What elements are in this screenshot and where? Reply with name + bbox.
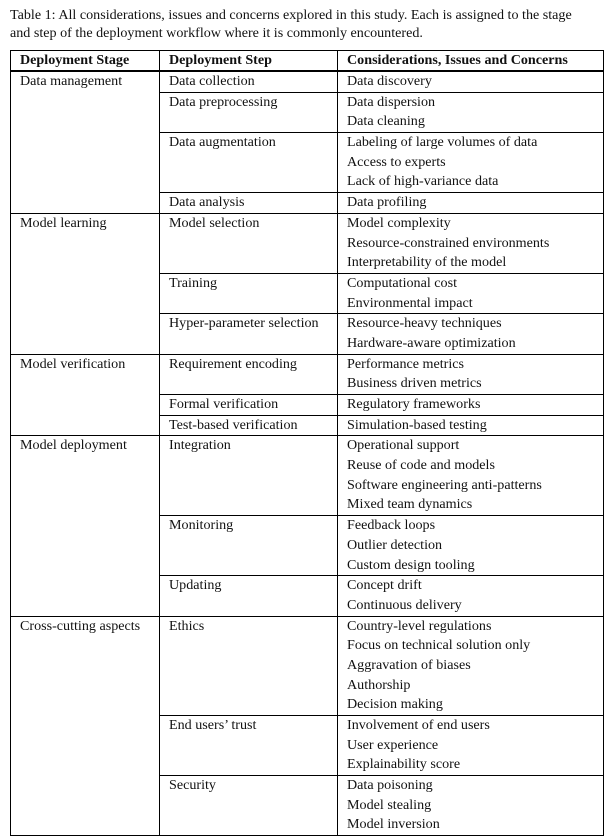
step-label: Updating [169, 577, 222, 594]
stage-label: Model deployment [20, 437, 127, 454]
considerations-table [10, 50, 604, 836]
table-body [11, 71, 604, 836]
step-label: Training [169, 274, 218, 291]
concern-item: Resource-constrained environments [347, 234, 550, 251]
stage-cell [11, 616, 160, 836]
table-row [11, 436, 604, 516]
concern-item: Continuous delivery [347, 596, 462, 613]
step-cell [160, 193, 338, 214]
stage-label: Data management [20, 73, 123, 89]
concerns-cell [338, 415, 604, 436]
concerns-cell [338, 716, 604, 776]
caption-line-1: Table 1: All considerations, issues and concerns explored in this study. Each is assigned to the stage [10, 7, 572, 23]
concern-item: Authorship [347, 676, 411, 693]
concerns-cell [338, 92, 604, 132]
concerns-cell [338, 616, 604, 715]
step-label: End users’ trust [169, 717, 257, 733]
step-label: Ethics [169, 617, 205, 634]
concern-item: Interpretability of the model [347, 254, 507, 271]
step-cell [160, 395, 338, 416]
concern-item: Explainability score [347, 756, 461, 773]
concern-item: Operational support [347, 437, 460, 454]
concern-item: Model inversion [347, 816, 440, 833]
concern-item: Feedback loops [347, 517, 436, 534]
step-cell [160, 273, 338, 313]
stage-label: Model verification [20, 355, 126, 372]
step-label: Data augmentation [169, 134, 276, 151]
stage-cell [11, 436, 160, 616]
header-considerations: Considerations, Issues and Concerns [338, 51, 604, 72]
concerns-cell [338, 314, 604, 354]
concern-item: Hardware-aware optimization [347, 334, 516, 351]
concerns-cell [338, 354, 604, 394]
concern-item: Reuse of code and models [347, 457, 495, 474]
concern-item: Simulation-based testing [347, 416, 487, 433]
concern-item: Labeling of large volumes of data [347, 134, 538, 151]
concern-item: Focus on technical solution only [347, 637, 531, 654]
concern-item: Data poisoning [347, 777, 433, 794]
step-label: Hyper-parameter selection [169, 315, 319, 332]
concern-item: Mixed team dynamics [347, 496, 473, 513]
concern-item: Decision making [347, 696, 443, 713]
stage-cell [11, 213, 160, 354]
step-label: Data collection [169, 73, 255, 89]
concern-item: Performance metrics [347, 355, 465, 372]
step-cell [160, 213, 338, 273]
concerns-cell [338, 436, 604, 516]
step-label: Test-based verification [169, 416, 298, 433]
step-cell [160, 576, 338, 616]
concern-item: Involvement of end users [347, 717, 490, 733]
concern-item: Data dispersion [347, 93, 436, 110]
concern-item: Computational cost [347, 274, 457, 291]
stage-label: Model learning [20, 214, 107, 231]
concern-item: Lack of high-variance data [347, 173, 499, 190]
step-label: Model selection [169, 214, 260, 231]
concerns-cell [338, 273, 604, 313]
step-label: Integration [169, 437, 231, 454]
step-label: Monitoring [169, 517, 234, 534]
concerns-cell [338, 516, 604, 576]
step-label: Requirement encoding [169, 355, 297, 372]
concerns-cell [338, 213, 604, 273]
table-row [11, 616, 604, 715]
table-row [11, 354, 604, 394]
concern-item: Country-level regulations [347, 617, 492, 634]
concerns-cell [338, 71, 604, 92]
concern-item: Software engineering anti-patterns [347, 476, 542, 493]
concerns-cell [338, 133, 604, 193]
concern-item: Concept drift [347, 577, 422, 594]
step-cell [160, 616, 338, 715]
step-cell [160, 415, 338, 436]
step-label: Data analysis [169, 194, 245, 211]
step-cell [160, 133, 338, 193]
concern-item: Data profiling [347, 194, 427, 211]
step-cell [160, 314, 338, 354]
stage-label: Cross-cutting aspects [20, 617, 141, 634]
concerns-cell [338, 193, 604, 214]
concern-item: Aggravation of biases [347, 656, 471, 673]
step-label: Data preprocessing [169, 93, 278, 110]
step-label: Formal verification [169, 396, 279, 412]
stage-cell [11, 71, 160, 213]
concern-item: Model stealing [347, 796, 432, 813]
concern-item: Outlier detection [347, 536, 443, 553]
concern-item: Environmental impact [347, 294, 473, 311]
concern-item: Business driven metrics [347, 375, 482, 392]
header-deployment-stage: Deployment Stage [11, 51, 160, 72]
concerns-cell [338, 395, 604, 416]
concern-item: Data discovery [347, 73, 432, 89]
header-deployment-step: Deployment Step [160, 51, 338, 72]
concern-item: Access to experts [347, 153, 446, 170]
caption-line-2: and step of the deployment workflow where it is commonly encountered. [10, 25, 423, 41]
step-label: Security [169, 777, 216, 794]
concerns-cell [338, 576, 604, 616]
concern-item: Resource-heavy techniques [347, 315, 502, 332]
table-row [11, 71, 604, 92]
concern-item: Regulatory frameworks [347, 396, 481, 412]
table-row [11, 213, 604, 273]
step-cell [160, 354, 338, 394]
step-cell [160, 436, 338, 516]
step-cell [160, 516, 338, 576]
stage-cell [11, 354, 160, 436]
step-cell [160, 92, 338, 132]
step-cell [160, 71, 338, 92]
concern-item: Model complexity [347, 214, 451, 231]
concern-item: User experience [347, 736, 439, 753]
concern-item: Custom design tooling [347, 556, 475, 573]
concern-item: Data cleaning [347, 113, 425, 130]
table-caption [10, 6, 606, 42]
header-row [11, 51, 604, 72]
step-cell [160, 716, 338, 776]
